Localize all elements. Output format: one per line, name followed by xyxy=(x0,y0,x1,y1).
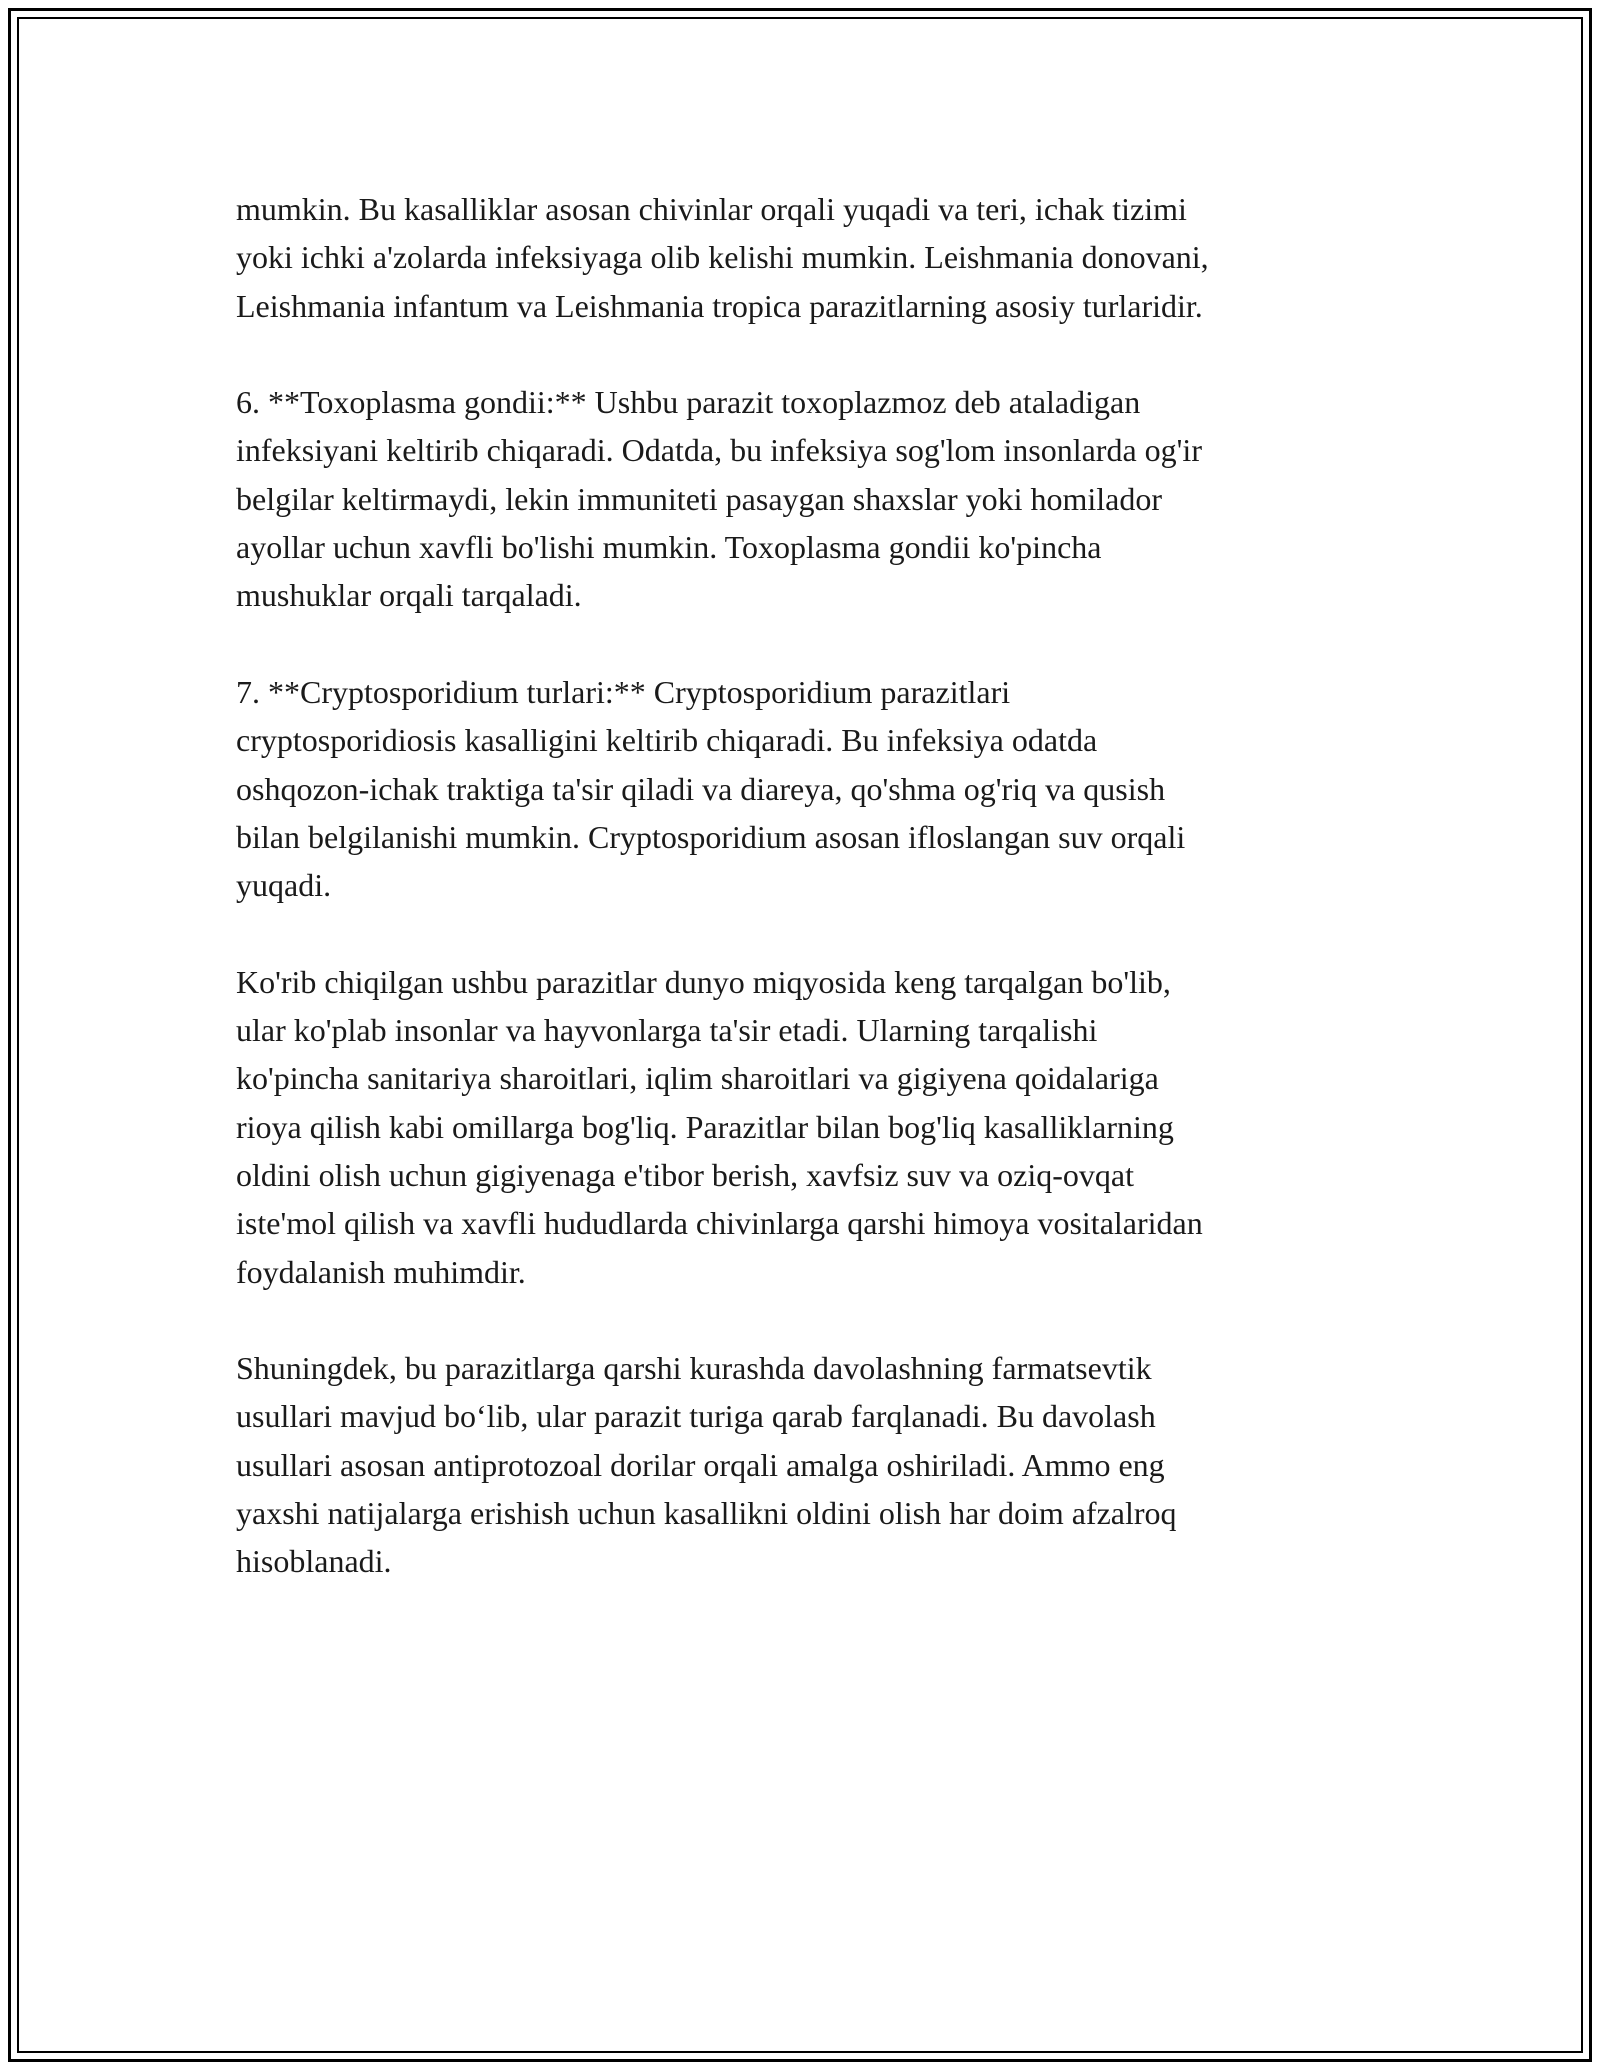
text-line: foydalanish muhimdir. xyxy=(236,1253,526,1290)
paragraph-treatment xyxy=(236,1344,1356,1585)
text-line: yaxshi natijalarga erishish uchun kasallikni oldini olish har doim afzalroq xyxy=(236,1495,1177,1532)
text-line: cryptosporidiosis kasalligini keltirib chiqaradi. Bu infeksiya odatda xyxy=(236,722,1098,759)
text-line: Leishmania infantum va Leishmania tropica parazitlarning asosiy turlaridir. xyxy=(236,287,1203,324)
text-line: hisoblanadi. xyxy=(236,1543,392,1580)
text-line: infeksiyani keltirib chiqaradi. Odatda, bu infeksiya sog'lom insonlarda og'ir xyxy=(236,432,1202,469)
text-line: ayollar uchun xavfli bo'lishi mumkin. Toxoplasma gondii ko'pincha xyxy=(236,529,1102,566)
text-line: usullari mavjud bo‘lib, ular parazit turiga qarab farqlanadi. Bu davolash xyxy=(236,1398,1156,1435)
document-body xyxy=(236,185,1356,1634)
text-line: yoki ichki a'zolarda infeksiyaga olib kelishi mumkin. Leishmania donovani, xyxy=(236,239,1209,276)
text-line: mumkin. Bu kasalliklar asosan chivinlar orqali yuqadi va teri, ichak tizimi xyxy=(236,191,1187,227)
paragraph-summary xyxy=(236,958,1356,1296)
text-line: iste'mol qilish va xavfli hududlarda chivinlarga qarshi himoya vositalaridan xyxy=(236,1205,1203,1242)
text-line: yuqadi. xyxy=(236,867,332,904)
text-line: Shuningdek, bu parazitlarga qarshi kurashda davolashning farmatsevtik xyxy=(236,1350,1152,1387)
text-line: oldini olish uchun gigiyenaga e'tibor berish, xavfsiz suv va oziq-ovqat xyxy=(236,1156,1135,1193)
text-line: belgilar keltirmaydi, lekin immuniteti pasaygan shaxslar yoki homilador xyxy=(236,480,1163,517)
text-line: rioya qilish kabi omillarga bog'liq. Parazitlar bilan bog'liq kasalliklarning xyxy=(236,1108,1174,1145)
text-line: Ko'rib chiqilgan ushbu parazitlar dunyo miqyosida keng tarqalgan bo'lib, xyxy=(236,963,1171,1000)
text-line: ko'pincha sanitariya sharoitlari, iqlim sharoitlari va gigiyena qoidalariga xyxy=(236,1060,1159,1097)
text-line: 7. **Cryptosporidium turlari:** Cryptosporidium parazitlari xyxy=(236,673,1011,710)
paragraph-cryptosporidium xyxy=(236,668,1356,909)
text-line: bilan belgilanishi mumkin. Cryptosporidium asosan ifloslangan suv orqali xyxy=(236,818,1186,855)
text-line: ular ko'plab insonlar va hayvonlarga ta'sir etadi. Ularning tarqalishi xyxy=(236,1012,1098,1049)
paragraph-leishmania-continued xyxy=(236,185,1356,330)
text-line: 6. **Toxoplasma gondii:** Ushbu parazit toxoplazmoz deb ataladigan xyxy=(236,384,1141,421)
text-line: mushuklar orqali tarqaladi. xyxy=(236,577,582,614)
text-line: oshqozon-ichak traktiga ta'sir qiladi va diareya, qo'shma og'riq va qusish xyxy=(236,770,1166,807)
paragraph-toxoplasma xyxy=(236,378,1356,619)
text-line: usullari asosan antiprotozoal dorilar orqali amalga oshiriladi. Ammo eng xyxy=(236,1446,1165,1483)
